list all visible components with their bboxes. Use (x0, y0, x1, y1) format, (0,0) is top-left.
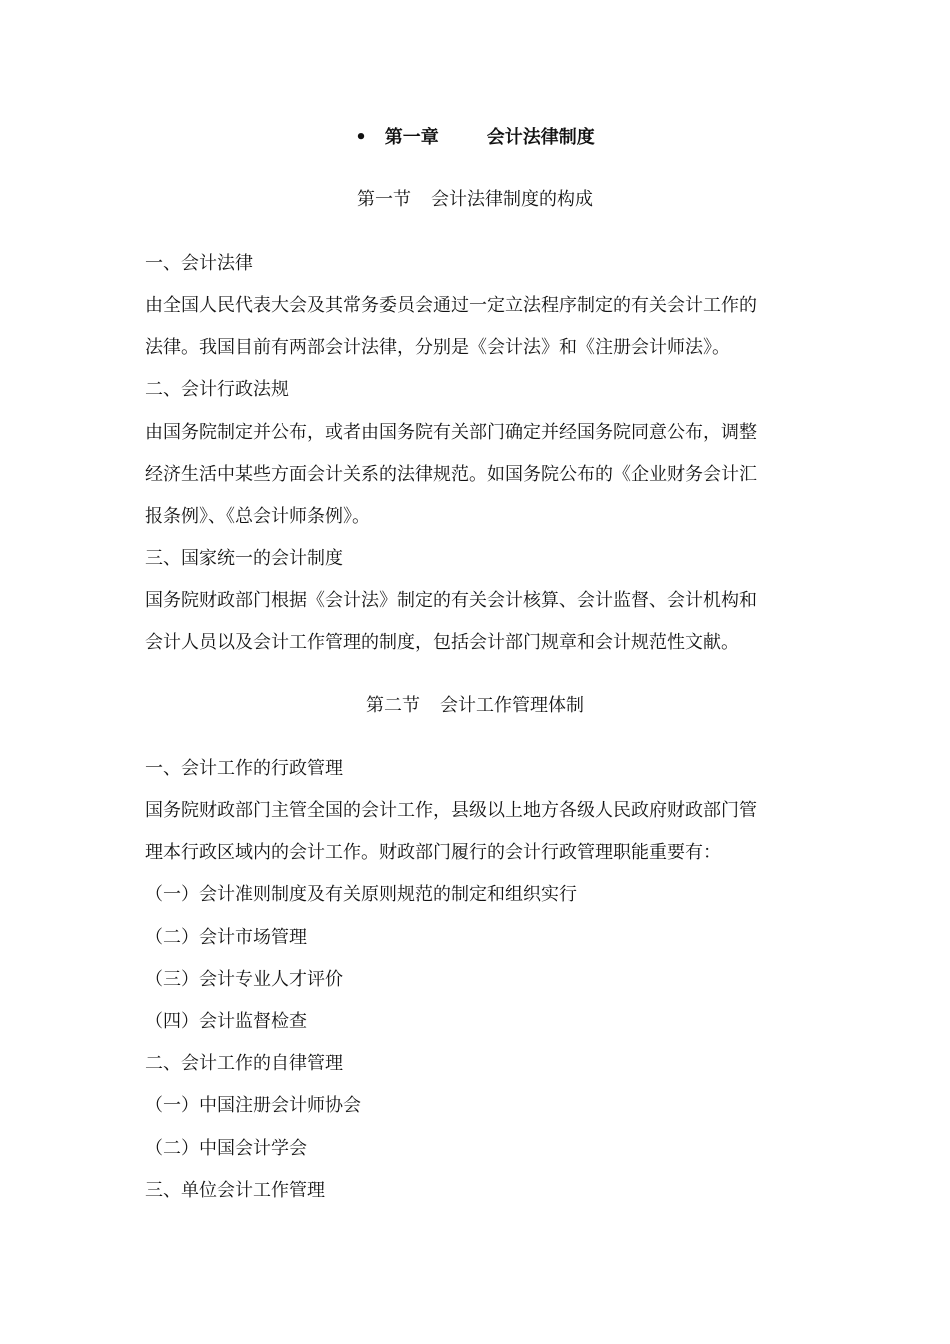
paragraph-line: 法律。我国目前有两部会计法律，分别是《会计法》和《注册会计师法》。 (145, 337, 730, 358)
subheading: 一、会计法律 (145, 253, 253, 274)
subheading: 一、会计工作的行政管理 (145, 758, 343, 779)
bullet-icon: • (355, 127, 367, 148)
list-item: （四）会计监督检查 (145, 1011, 307, 1032)
subheading: 二、会计工作的自律管理 (145, 1053, 343, 1074)
section-heading-2 (0, 693, 950, 719)
paragraph-line: 报条例》、《总会计师条例》。 (145, 506, 370, 527)
section-number: 第二节 (366, 695, 420, 716)
chapter-title: 会计法律制度 (486, 127, 595, 148)
paragraph-line: 理本行政区域内的会计工作。财政部门履行的会计行政管理职能重要有： (145, 842, 721, 863)
list-item: （二）中国会计学会 (145, 1138, 307, 1159)
subheading: 三、单位会计工作管理 (145, 1180, 325, 1201)
subheading: 二、会计行政法规 (145, 379, 289, 400)
section-heading-1 (0, 187, 950, 213)
subheading: 三、国家统一的会计制度 (145, 548, 343, 569)
list-item: （二）会计市场管理 (145, 927, 307, 948)
paragraph-line: 由全国人民代表大会及其常务委员会通过一定立法程序制定的有关会计工作的 (145, 295, 757, 316)
chapter-heading (0, 125, 950, 151)
paragraph-line: 由国务院制定并公布，或者由国务院有关部门确定并经国务院同意公布，调整 (145, 422, 757, 443)
paragraph-line: 会计人员以及会计工作管理的制度，包括会计部门规章和会计规范性文献。 (145, 632, 739, 653)
chapter-number: 第一章 (384, 127, 439, 148)
paragraph-line: 经济生活中某些方面会计关系的法律规范。如国务院公布的《企业财务会计汇 (145, 464, 757, 485)
list-item: （一）中国注册会计师协会 (145, 1095, 361, 1116)
list-item: （三）会计专业人才评价 (145, 969, 343, 990)
list-item: （一）会计准则制度及有关原则规范的制定和组织实行 (145, 884, 577, 905)
paragraph-line: 国务院财政部门根据《会计法》制定的有关会计核算、会计监督、会计机构和 (145, 590, 757, 611)
paragraph-line: 国务院财政部门主管全国的会计工作，县级以上地方各级人民政府财政部门管 (145, 800, 757, 821)
section-number: 第一节 (357, 189, 411, 210)
section-title: 会计工作管理体制 (440, 695, 584, 716)
section-title: 会计法律制度的构成 (431, 189, 593, 210)
